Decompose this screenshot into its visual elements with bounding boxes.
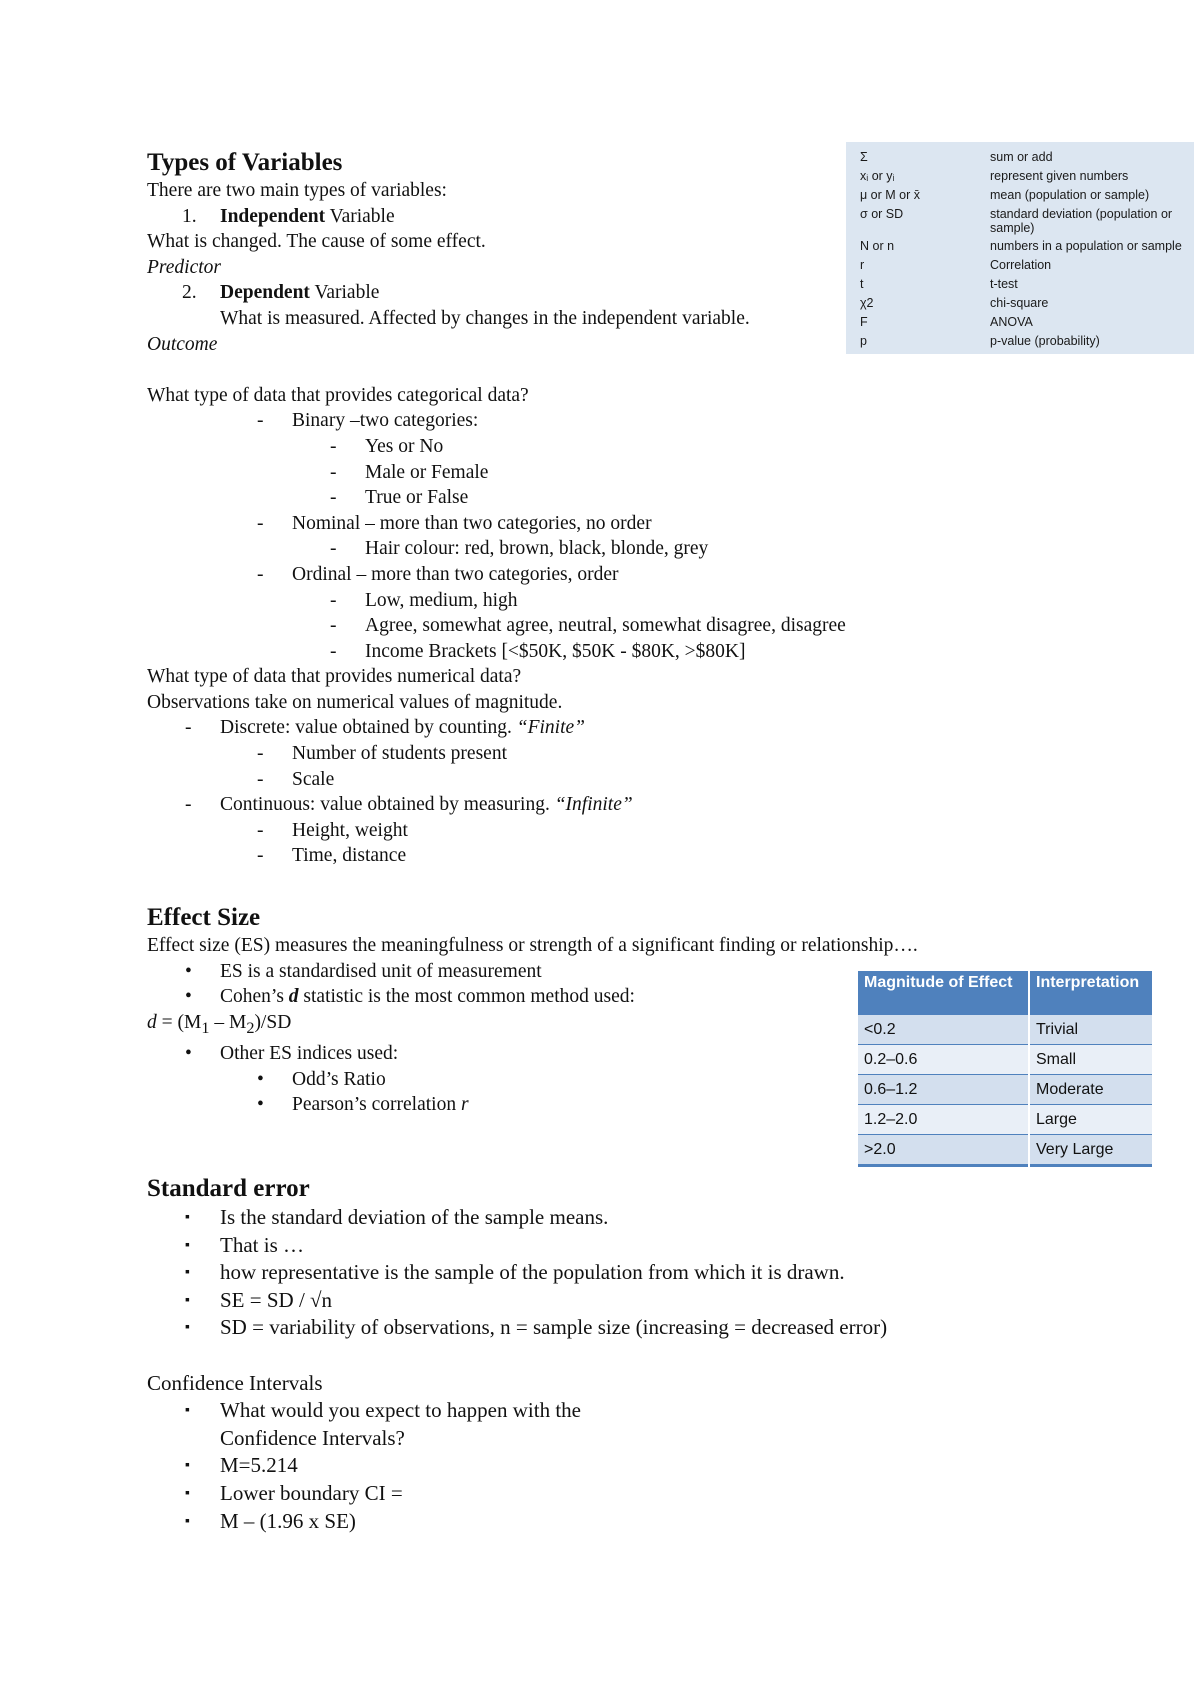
list-number: 2. — [182, 282, 197, 304]
binary-item: Male or Female — [365, 461, 489, 483]
list-item — [147, 1259, 1047, 1287]
ordinal-item: Agree, somewhat agree, neutral, somewhat disagree, disagree — [365, 615, 846, 637]
dependent-alt-name: Outcome — [147, 333, 218, 355]
table-cell: >2.0 — [858, 1135, 1028, 1164]
table-cell: 1.2–2.0 — [858, 1105, 1028, 1134]
square-bullet: ▪ — [185, 1513, 190, 1529]
formula-d: d — [147, 1011, 157, 1033]
symbol-meaning: sum or add — [990, 150, 1053, 164]
bullet: • — [185, 986, 192, 1008]
table-cell: Small — [1030, 1045, 1152, 1074]
magnitude-table — [858, 971, 1152, 1167]
dash-bullet: - — [257, 743, 264, 765]
symbol-row — [860, 258, 1052, 272]
list-item — [147, 1287, 1047, 1315]
ci-item: M – (1.96 x SE) — [220, 1508, 356, 1533]
symbol: xᵢ or yᵢ — [860, 169, 895, 183]
symbol-meaning: numbers in a population or sample — [990, 239, 1182, 253]
ordinal-label: Ordinal – more than two categories, order — [292, 563, 619, 585]
square-bullet: ▪ — [185, 1265, 190, 1281]
term-dependent: Dependent — [220, 282, 310, 304]
square-bullet: ▪ — [185, 1237, 190, 1253]
table-header-interpretation: Interpretation — [1030, 971, 1152, 1167]
symbol: F — [860, 315, 868, 329]
table-cell: 0.2–0.6 — [858, 1045, 1028, 1074]
dependent-description: What is measured. Affected by changes in the independent variable. — [220, 307, 750, 329]
square-bullet: ▪ — [185, 1458, 190, 1474]
dash-bullet: - — [257, 768, 264, 790]
list-item-continuous — [147, 792, 847, 818]
dash-bullet: - — [185, 717, 192, 739]
symbol-meaning: standard deviation (population or sample) — [990, 207, 1173, 235]
dash-bullet: - — [330, 640, 337, 662]
ci-item: Lower boundary CI = — [220, 1480, 403, 1505]
square-bullet: ▪ — [185, 1485, 190, 1501]
symbol-meaning: Correlation — [990, 258, 1052, 272]
section-heading-types: Types of Variables — [147, 149, 343, 176]
symbol: t — [860, 277, 864, 291]
list-item — [147, 741, 847, 767]
list-item-dependent — [147, 280, 847, 306]
symbol: σ or SD — [860, 207, 904, 221]
symbol-row — [860, 277, 1018, 291]
independent-description: What is changed. The cause of some effect. — [147, 231, 486, 253]
nominal-item: Hair colour: red, brown, black, blonde, grey — [365, 538, 709, 560]
list-item — [147, 1314, 1047, 1342]
discrete-item: Number of students present — [292, 743, 507, 765]
list-item-discrete — [147, 715, 847, 741]
ci-item: M=5.214 — [220, 1453, 298, 1478]
formula-part: – M — [209, 1011, 247, 1033]
binary-item: True or False — [365, 487, 469, 509]
symbol-row — [860, 150, 1053, 164]
dash-bullet: - — [257, 819, 264, 841]
symbol-meaning: t-test — [990, 277, 1018, 291]
symbol-row — [860, 169, 1129, 183]
continuous-item: Height, weight — [292, 819, 408, 841]
symbol: Σ — [860, 150, 868, 164]
bullet: • — [257, 1094, 264, 1116]
square-bullet: ▪ — [185, 1210, 190, 1225]
term-independent: Independent — [220, 205, 326, 227]
table-row — [858, 1075, 1152, 1104]
symbol: r — [860, 258, 865, 272]
continuous-quote: “Infinite” — [554, 794, 633, 816]
es-sub-item: Pearson’s correlation — [292, 1094, 461, 1116]
dash-bullet: - — [330, 487, 337, 509]
list-item — [147, 1452, 1047, 1480]
table-cell: Very Large — [1030, 1135, 1152, 1164]
table-row — [858, 1045, 1152, 1074]
subscript: 1 — [201, 1018, 210, 1037]
dash-bullet: - — [257, 512, 264, 534]
bullet: • — [185, 960, 192, 982]
discrete-label: Discrete: value obtained by counting. — [220, 717, 517, 739]
dash-bullet: - — [330, 435, 337, 457]
discrete-item: Scale — [292, 768, 335, 790]
square-bullet: ▪ — [185, 1292, 190, 1308]
list-item — [147, 460, 847, 486]
dash-bullet: - — [257, 845, 264, 867]
effect-size-intro: Effect size (ES) measures the meaningfulness or strength of a significant finding or relationship…. — [147, 935, 918, 956]
se-item: That is … — [220, 1232, 304, 1257]
list-item — [147, 613, 847, 639]
list-item-binary — [147, 408, 847, 434]
se-item: Is the standard deviation of the sample means. — [220, 1205, 609, 1229]
term-suffix: Variable — [309, 282, 380, 304]
table-cell: 0.6–1.2 — [858, 1075, 1028, 1104]
es-bullet-text: statistic is the most common method used: — [298, 986, 635, 1008]
list-item — [147, 1480, 1047, 1508]
list-item — [147, 767, 847, 793]
discrete-quote: “Finite” — [516, 717, 586, 739]
symbol: p — [860, 334, 867, 348]
ci-item-continuation: Confidence Intervals? — [220, 1425, 405, 1450]
list-item-nominal — [147, 511, 847, 537]
independent-alt-name: Predictor — [147, 256, 222, 278]
symbol: μ or M or x̄ — [860, 188, 920, 202]
table-cell: <0.2 — [858, 1015, 1028, 1044]
numerical-question: What type of data that provides numerical data? — [147, 666, 522, 688]
symbol: N or n — [860, 239, 895, 253]
subscript: 2 — [246, 1018, 255, 1037]
table-row — [858, 1015, 1152, 1044]
types-intro: There are two main types of variables: — [147, 180, 447, 201]
ci-item: What would you expect to happen with the — [220, 1398, 581, 1423]
binary-item: Yes or No — [365, 435, 444, 457]
list-item — [147, 1397, 1047, 1425]
list-item — [147, 818, 847, 844]
term-suffix: Variable — [325, 205, 395, 227]
list-item — [147, 536, 847, 562]
bullet: • — [185, 1043, 192, 1065]
square-bullet: ▪ — [185, 1320, 190, 1336]
symbol-row — [860, 188, 1150, 202]
list-item — [147, 1508, 1047, 1536]
types-of-variables-section — [147, 148, 847, 869]
symbol-meaning: mean (population or sample) — [990, 188, 1150, 202]
table-cell: Large — [1030, 1105, 1152, 1134]
symbol-row — [860, 239, 1182, 253]
table-row — [858, 1135, 1152, 1164]
symbol-meaning: p-value (probability) — [990, 334, 1100, 348]
symbol-row — [860, 296, 1049, 310]
list-number: 1. — [182, 205, 197, 227]
list-item — [147, 1204, 1047, 1232]
symbol: χ2 — [860, 296, 874, 310]
dash-bullet: - — [257, 410, 264, 432]
section-heading-standard-error: Standard error — [147, 1175, 310, 1202]
ci-heading: Confidence Intervals — [147, 1370, 323, 1395]
se-item: how representative is the sample of the population from which it is drawn. — [220, 1260, 845, 1285]
list-item — [147, 843, 847, 869]
ordinal-item: Income Brackets [<$50K, $50K - $80K, >$80K] — [365, 640, 746, 662]
list-item — [147, 1232, 1047, 1260]
dash-bullet: - — [257, 563, 264, 585]
symbol-row — [860, 207, 1173, 235]
se-item: SD = variability of observations, n = sample size (increasing = decreased error) — [220, 1315, 888, 1340]
list-item — [147, 485, 847, 511]
es-bullet-text: Cohen’s — [220, 986, 289, 1008]
symbol-meaning: ANOVA — [990, 315, 1033, 329]
dash-bullet: - — [330, 538, 337, 560]
list-item — [147, 434, 847, 460]
es-bullet-text: Other ES indices used: — [220, 1043, 399, 1065]
ordinal-item: Low, medium, high — [365, 589, 518, 611]
nominal-label: Nominal – more than two categories, no order — [292, 512, 652, 534]
list-item — [147, 639, 847, 665]
symbols-table — [846, 142, 1194, 354]
dash-bullet: - — [330, 615, 337, 637]
continuous-label: Continuous: value obtained by measuring. — [220, 794, 555, 816]
binary-label: Binary –two categories: — [292, 410, 479, 432]
dash-bullet: - — [330, 461, 337, 483]
symbol-meaning: chi-square — [990, 296, 1049, 310]
cohens-d-symbol: d — [288, 986, 299, 1008]
es-sub-item: Odd’s Ratio — [292, 1068, 386, 1090]
list-item — [147, 588, 847, 614]
table-row — [858, 1105, 1152, 1134]
symbol-row — [860, 315, 1033, 329]
symbol-row — [860, 334, 1100, 348]
dash-bullet: - — [330, 589, 337, 611]
symbol-meaning: represent given numbers — [990, 169, 1129, 183]
observations-text: Observations take on numerical values of magnitude. — [147, 691, 563, 713]
list-item-independent — [147, 204, 847, 230]
standard-error-section — [147, 1174, 1047, 1535]
categorical-question: What type of data that provides categorical data? — [147, 384, 529, 406]
continuous-item: Time, distance — [292, 845, 407, 867]
formula-part: = (M — [156, 1011, 202, 1033]
pearson-r: r — [460, 1094, 469, 1116]
formula-part: )/SD — [254, 1011, 292, 1033]
bullet: • — [257, 1068, 264, 1090]
section-heading-effect-size: Effect Size — [147, 904, 261, 931]
es-bullet-text: ES is a standardised unit of measurement — [220, 960, 542, 982]
table-cell: Trivial — [1030, 1015, 1152, 1044]
table-header-magnitude: Magnitude of Effect — [858, 971, 1028, 1167]
square-bullet: ▪ — [185, 1403, 190, 1419]
table-cell: Moderate — [1030, 1075, 1152, 1104]
list-item-ordinal — [147, 562, 847, 588]
dash-bullet: - — [185, 794, 192, 816]
se-item: SE = SD / √n — [220, 1287, 333, 1312]
